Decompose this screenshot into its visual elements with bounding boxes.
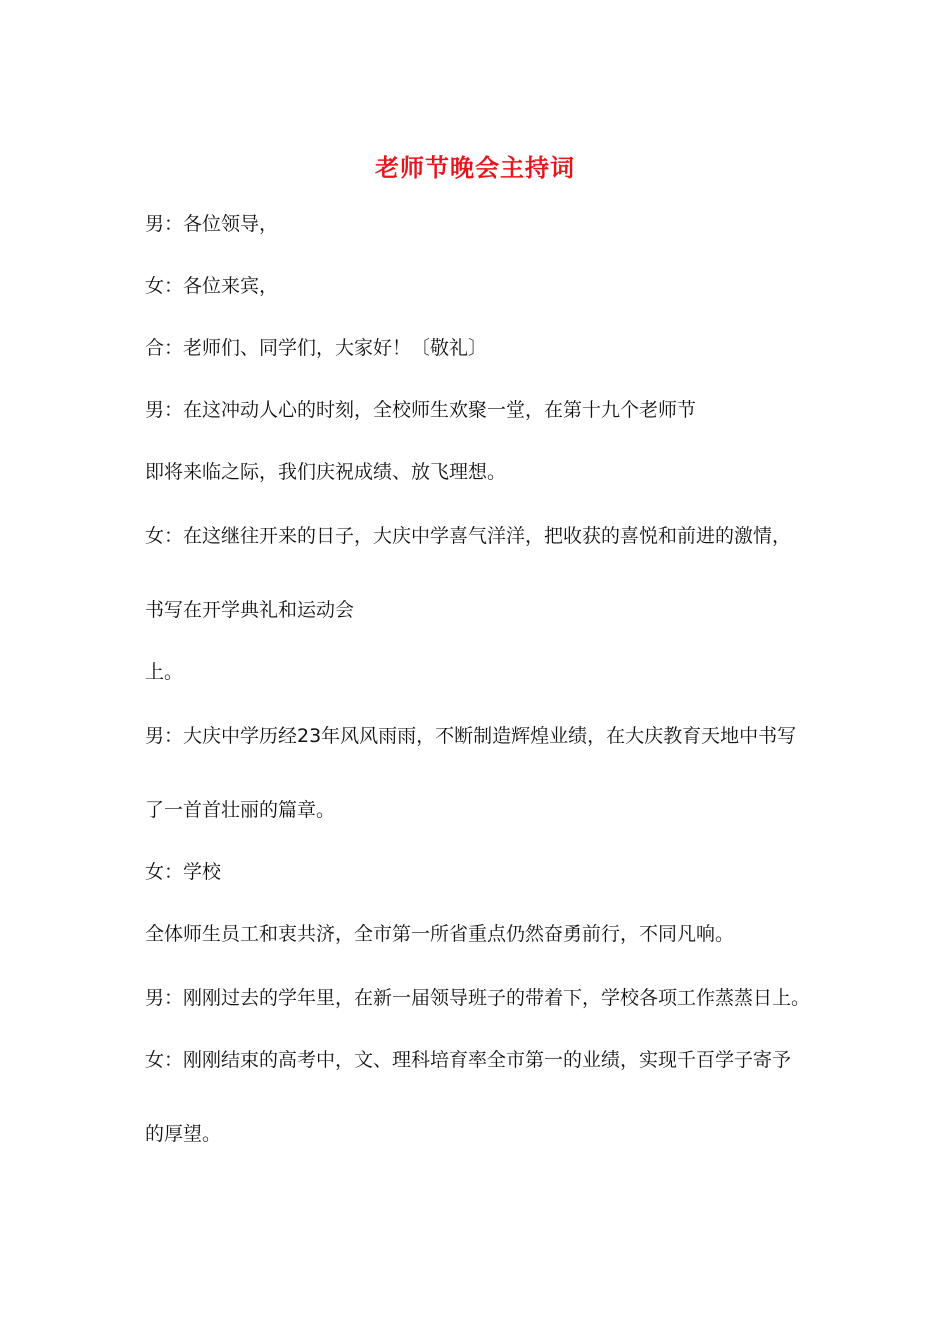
text-line: 男：刚刚过去的学年里，在新一届领导班子的带着下，学校各项工作蒸蒸日上。 (145, 987, 811, 1009)
text-line: 女：学校 (145, 861, 222, 883)
text-line: 男：大庆中学历经23年风风雨雨，不断制造辉煌业绩，在大庆教育天地中书写 (145, 725, 797, 747)
text-line: 的厚望。 (145, 1123, 222, 1145)
text-line: 全体师生员工和衷共济，全市第一所省重点仍然奋勇前行，不同凡响。 (145, 923, 735, 945)
document-title: 老师节晚会主持词 (375, 153, 575, 182)
text-line: 女：在这继往开来的日子，大庆中学喜气洋洋，把收获的喜悦和前进的激情， (145, 525, 792, 547)
text-line: 女：刚刚结束的高考中，文、理科培育率全市第一的业绩，实现千百学子寄予 (145, 1049, 792, 1071)
text-line: 女：各位来宾， (145, 275, 279, 297)
text-line: 了一首首壮丽的篇章。 (145, 799, 336, 821)
text-line: 即将来临之际，我们庆祝成绩、放飞理想。 (145, 461, 507, 483)
text-line: 合：老师们、同学们，大家好！〔敬礼〕 (145, 337, 488, 359)
text-line: 书写在开学典礼和运动会 (145, 599, 355, 621)
text-line: 男：各位领导， (145, 213, 279, 235)
text-line: 上。 (145, 661, 184, 683)
text-line: 男：在这冲动人心的时刻，全校师生欢聚一堂，在第十九个老师节 (145, 399, 697, 421)
